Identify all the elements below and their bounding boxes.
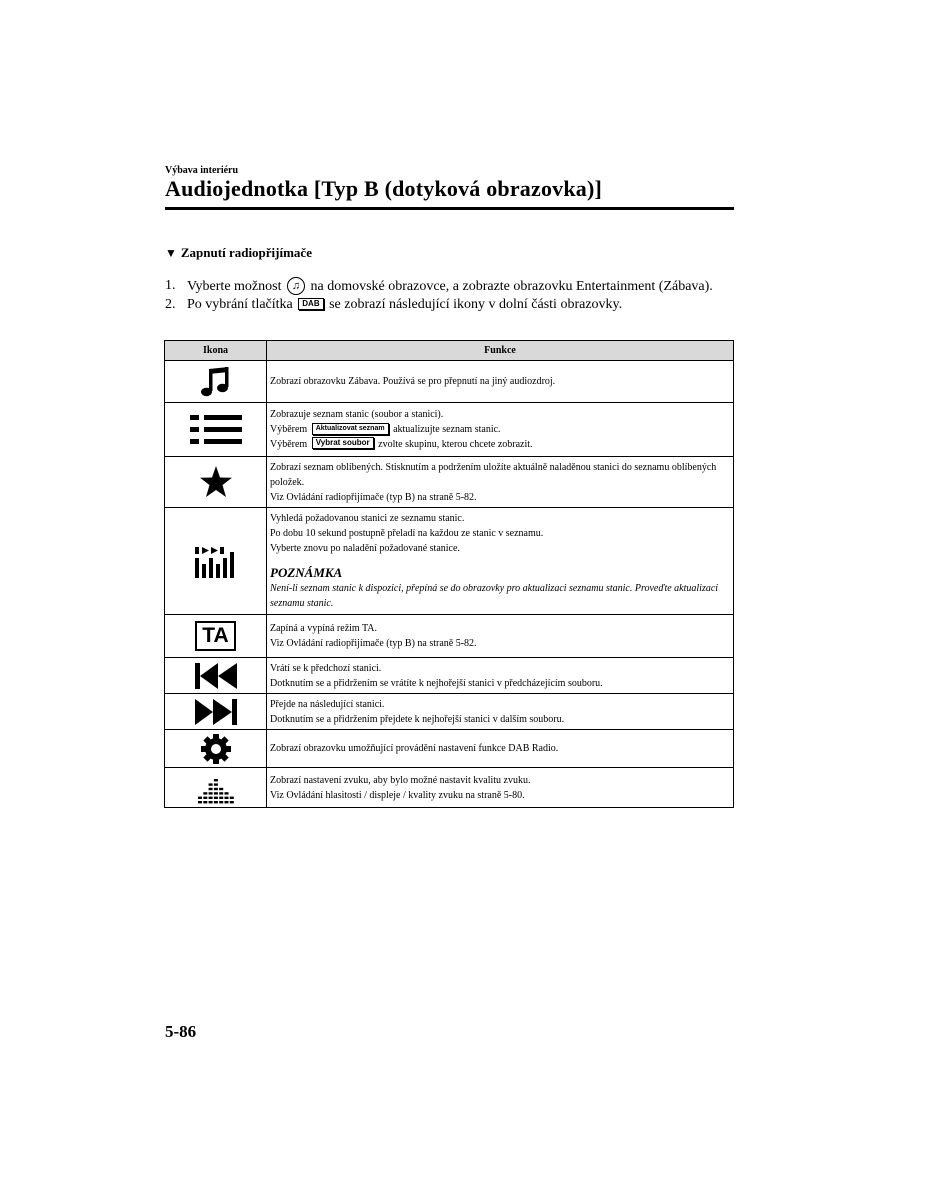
icon-function-table (164, 340, 734, 808)
function-text: Viz Ovládání hlasitosti / displeje / kvality zvuku na straně 5-80. (270, 789, 525, 801)
subheading-marker: ▼ (165, 246, 177, 260)
step-2 (165, 296, 735, 314)
column-header-icon: Ikona (165, 341, 267, 361)
music-note-icon (199, 365, 233, 399)
step-text-before: Po vybrání tlačítka (187, 297, 293, 312)
step-number: 2. (165, 297, 176, 312)
list-icon (190, 413, 242, 447)
skip-back-icon (194, 662, 238, 690)
update-list-button: Aktualizovat seznam (312, 423, 389, 435)
page-title: Audiojednotka [Typ B (dotyková obrazovka)] (165, 176, 603, 201)
step-number: 1. (165, 278, 176, 293)
step-text-after: se zobrazí následující ikony v dolní části obrazovky. (329, 297, 623, 312)
dab-button: DAB (298, 298, 323, 310)
ta-icon: TA (195, 621, 235, 651)
skip-forward-icon (194, 698, 238, 726)
table-row (165, 403, 734, 457)
step-text-before: Vyberte možnost (187, 279, 282, 294)
step-1 (165, 277, 735, 296)
function-text: Zapíná a vypíná režim TA. (270, 623, 378, 634)
select-ensemble-button: Vybrat soubor (312, 437, 374, 449)
function-text: Po dobu 10 sekund postupně přeladí na každou ze stanic v seznamu. (270, 528, 544, 539)
function-text: Zobrazí obrazovku umožňující provádění nastavení funkce DAB Radio. (270, 743, 559, 754)
function-text-part: zvolte skupinu, kterou chcete zobrazit. (378, 439, 533, 450)
table-row (165, 658, 734, 694)
table-header-row (165, 341, 734, 361)
page-number: 5-86 (165, 1022, 197, 1041)
step-text-after: na domovské obrazovce, a zobrazte obrazovku Entertainment (Zábava). (310, 279, 713, 294)
function-text: Viz Ovládání radiopřijímače (typ B) na straně 5-82. (270, 638, 477, 649)
function-text-part: Výběrem (270, 439, 308, 450)
table-row (165, 508, 734, 615)
title-rule (165, 207, 734, 210)
function-text (270, 437, 730, 452)
column-header-function: Funkce (267, 341, 734, 361)
note-title: POZNÁMKA (270, 565, 343, 580)
function-text: Dotknutím se a přidržením přejdete k nejhořejší stanici v dalším souboru. (270, 713, 565, 725)
gear-icon (200, 733, 232, 765)
function-text: Přejde na následující stanici. (270, 698, 385, 710)
table-row (165, 361, 734, 403)
subheading (165, 245, 312, 261)
function-text (270, 422, 730, 437)
subheading-text: Zapnutí radiopřijímače (180, 245, 312, 260)
function-text: Vyhledá požadovanou stanici ze seznamu stanic. (270, 513, 465, 524)
section-label: Výbava interiéru (165, 165, 239, 176)
table-row (165, 615, 734, 658)
function-text: Vyberte znovu po naladění požadované stanice. (270, 543, 460, 554)
star-icon (199, 465, 233, 499)
function-text-part: aktualizujte seznam stanic. (393, 424, 501, 435)
function-text-part: Výběrem (270, 424, 308, 435)
function-text: Zobrazí obrazovku Zábava. Používá se pro přepnutí na jiný audiozdroj. (270, 376, 556, 387)
table-row (165, 730, 734, 768)
function-text: Viz Ovládání radiopřijímače (typ B) na straně 5-82. (270, 491, 477, 503)
function-text: Zobrazí nastavení zvuku, aby bylo možné nastavit kvalitu zvuku. (270, 774, 531, 786)
table-row (165, 457, 734, 508)
function-text: Zobrazuje seznam stanic (soubor a stanici). (270, 409, 444, 420)
function-text: Zobrazí seznam oblíbených. Stisknutím a podržením uložíte aktuálně naladěnou stanici do seznamu oblíbených položek. (270, 461, 717, 488)
table-row (165, 768, 734, 808)
steps-list (165, 277, 735, 314)
function-text: Dotknutím se a přidržením se vrátíte k nejhořejší stanici v předcházejícím souboru. (270, 677, 603, 689)
scan-icon (194, 544, 238, 578)
table-row (165, 694, 734, 730)
music-note-icon: ♫ (287, 277, 305, 295)
note-text: Není-li seznam stanic k dispozici, přepíná se do obrazovky pro aktualizaci seznamu stanic. Proveďte aktualizaci seznamu stanic. (270, 583, 719, 609)
equalizer-icon (196, 772, 236, 804)
function-text: Vrátí se k předchozí stanici. (270, 662, 382, 674)
